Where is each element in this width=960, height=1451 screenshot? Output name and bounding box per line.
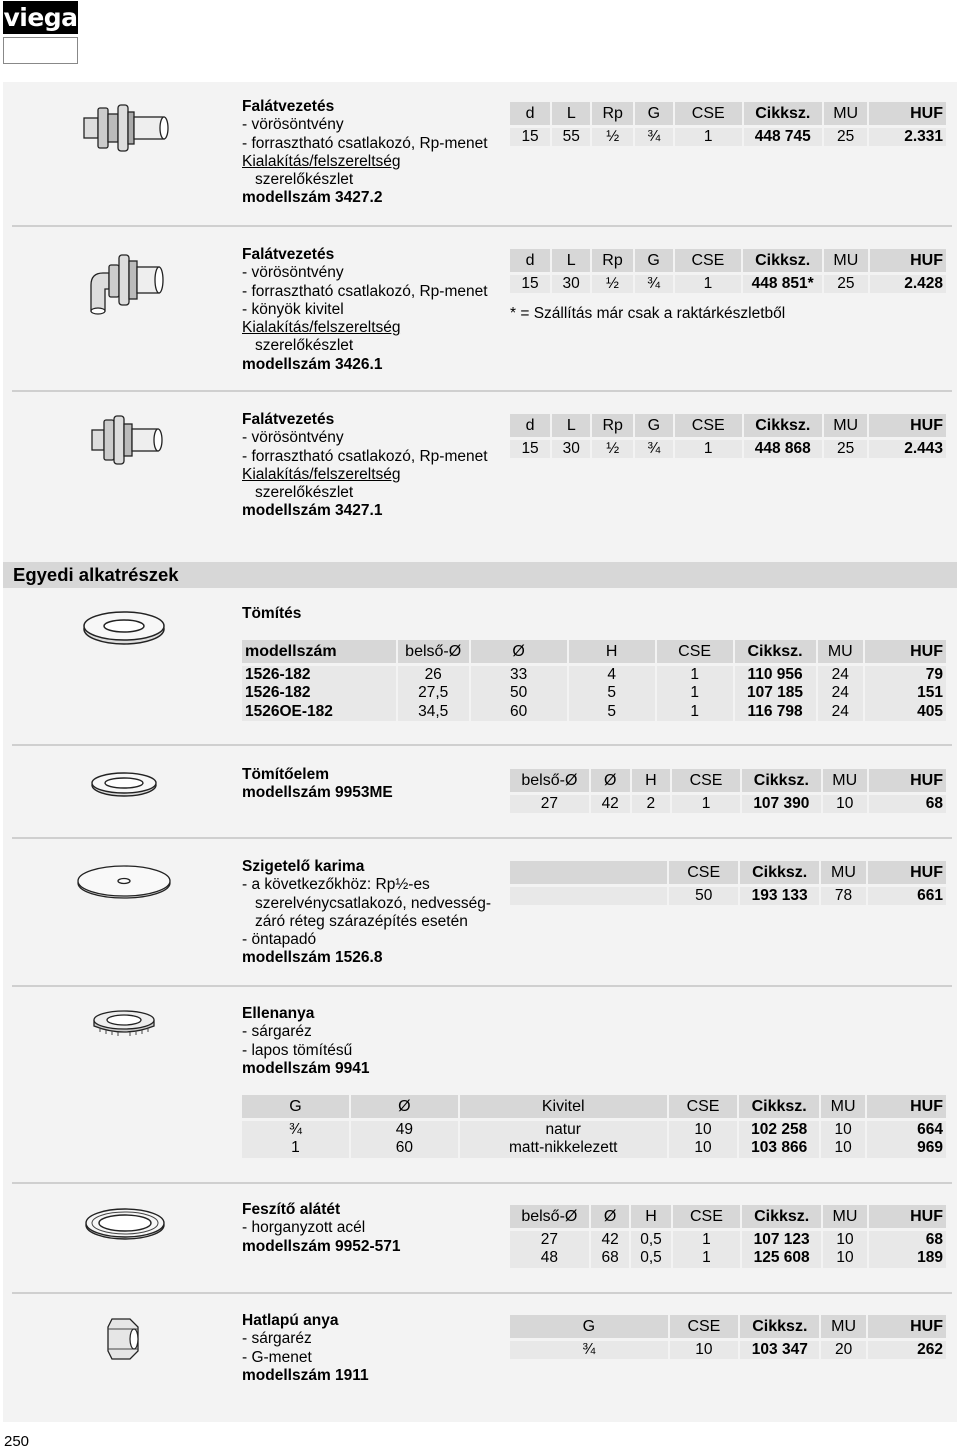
table-cell: 24 [818,703,864,722]
model-number: modellszám 9941 [242,1059,370,1077]
product-feature: - horganyzott acél [242,1219,366,1237]
model-number: modellszám 9953ME [242,784,393,802]
column-header: CSE [675,102,742,125]
separator [12,225,952,227]
lock-nut-image [90,1008,158,1038]
model-cell: 1526-182 [242,663,396,684]
column-header: HUF [867,1095,946,1118]
price: 664 [867,1118,946,1139]
product-description [242,766,393,803]
insulating-flange-image [76,862,172,902]
product-description [242,605,301,623]
table-header-row [510,249,946,272]
product-feature: - forrasztható csatlakozó, Rp-menet [242,134,488,152]
column-header: HUF [870,249,946,272]
table-cell: 26 [398,663,469,684]
table-cell: ½ [592,272,632,293]
price-table [508,861,948,905]
price-table [508,249,948,293]
price: 68 [869,1228,946,1249]
table-cell: 15 [510,437,550,458]
column-header: belső-Ø [510,769,589,792]
article-number: 107 390 [742,792,821,813]
column-header: MU [821,1095,866,1118]
column-header: modellszám [242,640,396,663]
empty-cell [510,884,667,905]
table-row [510,125,946,146]
price: 262 [868,1338,946,1359]
product-subtitle: szerelőkészlet [255,337,354,355]
column-header: CSE [675,249,742,272]
table-cell: 1 [657,663,733,684]
table-cell: 1 [675,125,742,146]
column-header: Cikksz. [740,1315,819,1338]
table-cell: 78 [821,884,865,905]
price: 2.428 [870,272,946,293]
table-cell: 10 [823,792,867,813]
product-title: Falátvezetés [242,98,335,115]
column-header: HUF [865,640,946,663]
product-subtitle: szerelőkészlet [255,484,354,502]
table-cell: 1 [242,1139,349,1158]
product-description [242,1201,401,1256]
model-number: modellszám 3426.1 [242,355,383,373]
table-cell: 42 [591,792,630,813]
table-cell: natur [460,1118,667,1139]
table-cell: 1 [657,703,733,722]
wall-fitting-image [88,412,166,467]
table-header-row [242,640,946,663]
product-description [242,1005,370,1078]
price-table [508,769,948,813]
table-cell: 25 [824,125,868,146]
article-number: 110 956 [735,663,816,684]
article-number: 448 868 [744,437,822,458]
column-header: Rp [592,249,632,272]
table-cell: 49 [351,1118,458,1139]
table-row [510,884,946,905]
price-table [508,102,948,146]
column-header: CSE [657,640,733,663]
table-cell: 15 [510,272,550,293]
empty-header [510,861,667,884]
column-header: L [552,249,590,272]
model-number: modellszám 9952-571 [242,1237,401,1255]
product-feature: - forrasztható csatlakozó, Rp-menet [242,282,488,300]
table-cell: 42 [591,1228,630,1249]
column-header: MU [823,1205,867,1228]
product-feature: - sárgaréz [242,1023,312,1041]
price: 405 [865,703,946,722]
table-cell: 27 [510,1228,589,1249]
table-row [242,663,946,684]
table-cell: 33 [471,663,567,684]
table-cell: ½ [592,125,632,146]
table-cell: ¾ [635,272,673,293]
column-header: H [632,769,670,792]
table-cell: 60 [351,1139,458,1158]
column-header: Cikksz. [744,102,822,125]
table-header-row [510,414,946,437]
product-title: Falátvezetés [242,246,335,263]
price: 151 [865,684,946,703]
model-number: modellszám 3427.1 [242,502,383,520]
separator [12,837,952,839]
column-header: Cikksz. [742,769,821,792]
column-header: HUF [868,861,946,884]
table-cell: 10 [823,1228,867,1249]
column-header: d [510,414,550,437]
column-header: d [510,249,550,272]
column-header: Ø [471,640,567,663]
table-cell: 1 [673,1249,741,1268]
separator [12,744,952,746]
price-table [240,1095,948,1158]
price: 2.443 [869,437,946,458]
product-feature: - forrasztható csatlakozó, Rp-menet [242,447,488,465]
column-header: MU [824,414,868,437]
column-header: G [635,102,673,125]
table-row [510,1338,946,1359]
seal-element-image [90,770,158,798]
table-cell: ½ [592,437,632,458]
article-number: 103 347 [740,1338,819,1359]
table-header-row [510,1205,946,1228]
table-cell: 24 [818,663,864,684]
column-header: G [510,1315,668,1338]
page-number: 250 [4,1433,30,1450]
column-header: Cikksz. [744,414,822,437]
column-header: MU [824,249,868,272]
separator [12,390,952,392]
column-header: MU [823,769,867,792]
product-title: Falátvezetés [242,411,335,428]
table-cell: ¾ [242,1118,349,1139]
price: 189 [869,1249,946,1268]
table-header-row [510,102,946,125]
column-header: G [242,1095,349,1118]
design-link[interactable]: Kialakítás/felszereltség [242,152,401,170]
product-title: Ellenanya [242,1005,315,1022]
table-cell: 1 [675,437,742,458]
table-cell: 34,5 [398,703,469,722]
price-table [508,1315,948,1359]
column-header: MU [818,640,864,663]
article-number: 107 185 [735,684,816,703]
column-header: CSE [669,1095,738,1118]
table-cell: 30 [552,272,590,293]
table-cell: 5 [569,684,655,703]
table-cell: 24 [818,684,864,703]
column-header: Cikksz. [739,1095,818,1118]
product-description [242,411,488,521]
product-description [242,1312,369,1385]
stock-note: * = Szállítás már csak a raktárkészletből [510,305,786,322]
tension-washer-image [84,1206,166,1242]
model-cell: 1526-182 [242,684,396,703]
table-cell: 25 [824,272,868,293]
table-cell: 27 [510,792,589,813]
product-title: Tömítés [242,605,302,622]
product-subtitle: szerelőkészlet [255,171,354,189]
product-feature: - sárgaréz [242,1330,312,1348]
table-row [510,272,946,293]
column-header: Cikksz. [735,640,816,663]
table-cell: 0,5 [631,1249,670,1268]
column-header: Kivitel [460,1095,667,1118]
table-cell: 2 [632,792,670,813]
price: 79 [865,663,946,684]
table-cell: 4 [569,663,655,684]
column-header: G [635,414,673,437]
table-cell: 0,5 [631,1228,670,1249]
table-cell: 1 [673,1228,741,1249]
table-header-row [510,1315,946,1338]
column-header: Cikksz. [740,861,819,884]
article-number: 107 123 [742,1228,821,1249]
product-feature-continued: szerelvénycsatlakozó, nedvesség- [255,894,492,912]
product-description [242,858,491,968]
table-cell: 5 [569,703,655,722]
table-cell: 48 [510,1249,589,1268]
model-cell: 1526OE-182 [242,703,396,722]
column-header: HUF [869,1205,946,1228]
price-table [508,1205,948,1268]
separator [12,985,952,987]
wall-fitting-image [80,100,170,155]
product-feature: - lapos tömítésű [242,1041,353,1059]
article-number: 116 798 [735,703,816,722]
table-row [510,792,946,813]
column-header: H [631,1205,670,1228]
price-table [240,640,948,721]
article-number: 193 133 [740,884,819,905]
column-header: CSE [669,861,738,884]
column-header: MU [821,1315,865,1338]
column-header: belső-Ø [398,640,469,663]
viega-logo: viega [3,3,78,32]
section-title: Egyedi alkatrészek [13,564,179,585]
column-header: Cikksz. [743,249,822,272]
product-feature: - vörösöntvény [242,264,344,282]
product-feature-continued: záró réteg szárazépítés esetén [255,912,468,930]
column-header: Ø [591,769,630,792]
design-link[interactable]: Kialakítás/felszereltség [242,465,401,483]
product-title: Tömítőelem [242,766,329,783]
separator [12,1292,952,1294]
logo-frame [3,37,78,64]
column-header: MU [824,102,868,125]
column-header: G [635,249,673,272]
product-title: Hatlapú anya [242,1312,339,1329]
column-header: belső-Ø [510,1205,589,1228]
column-header: HUF [869,414,946,437]
column-header: HUF [868,1315,946,1338]
separator [12,1182,952,1184]
column-header: L [552,414,590,437]
column-header: CSE [670,1315,739,1338]
product-feature: - G-menet [242,1348,312,1366]
table-cell: 68 [591,1249,630,1268]
article-number: 103 866 [739,1139,818,1158]
product-description [242,246,488,374]
column-header: Ø [591,1205,630,1228]
table-header-row [242,1095,946,1118]
column-header: HUF [869,102,946,125]
hex-nut-image [106,1315,142,1361]
column-header: HUF [869,769,946,792]
table-cell: ¾ [635,437,673,458]
column-header: Rp [592,102,632,125]
table-row [242,703,946,722]
seal-ring-image [82,610,166,646]
table-row [510,437,946,458]
price-table [508,414,948,458]
table-cell: 10 [669,1118,738,1139]
product-feature: - vörösöntvény [242,429,344,447]
column-header: CSE [672,769,740,792]
table-row [242,684,946,703]
table-cell: 50 [471,684,567,703]
price: 661 [868,884,946,905]
model-number: modellszám 3427.2 [242,189,383,207]
column-header: CSE [673,1205,741,1228]
table-cell: matt-nikkelezett [460,1139,667,1158]
article-number: 448 745 [744,125,822,146]
model-number: modellszám 1526.8 [242,949,383,967]
table-cell: 15 [510,125,550,146]
table-cell: 10 [821,1139,866,1158]
column-header: MU [821,861,865,884]
price: 2.331 [869,125,946,146]
design-link[interactable]: Kialakítás/felszereltség [242,319,401,337]
table-cell: 10 [823,1249,867,1268]
article-number: 125 608 [742,1249,821,1268]
table-cell: 25 [824,437,868,458]
column-header: L [552,102,590,125]
table-cell: 1 [672,792,740,813]
product-title: Szigetelő karima [242,858,365,875]
table-row [510,1249,946,1268]
table-row [510,1228,946,1249]
table-cell: 30 [552,437,590,458]
article-number: 448 851* [743,272,822,293]
column-header: H [569,640,655,663]
elbow-fitting-image [85,245,165,315]
table-cell: 20 [821,1338,865,1359]
table-cell: 60 [471,703,567,722]
table-cell: ¾ [635,125,673,146]
table-cell: ¾ [510,1338,668,1359]
table-cell: 50 [669,884,738,905]
table-header-row [510,861,946,884]
price: 68 [869,792,946,813]
table-cell: 1 [675,272,742,293]
table-cell: 10 [821,1118,866,1139]
article-number: 102 258 [739,1118,818,1139]
product-feature: - vörösöntvény [242,116,344,134]
table-cell: 10 [670,1338,739,1359]
column-header: Rp [592,414,632,437]
product-feature: - öntapadó [242,931,317,949]
price: 969 [867,1139,946,1158]
column-header: CSE [675,414,742,437]
table-cell: 10 [669,1139,738,1158]
column-header: d [510,102,550,125]
product-title: Feszítő alátét [242,1201,341,1218]
table-cell: 55 [552,125,590,146]
model-number: modellszám 1911 [242,1366,369,1384]
table-header-row [510,769,946,792]
table-cell: 27,5 [398,684,469,703]
table-cell: 1 [657,684,733,703]
column-header: Cikksz. [742,1205,821,1228]
product-feature: - könyök kivitel [242,300,344,318]
column-header: Ø [351,1095,458,1118]
product-description [242,98,488,208]
product-feature: - a következőkhöz: Rp½-es [242,876,430,894]
table-row [242,1139,946,1158]
table-row [242,1118,946,1139]
